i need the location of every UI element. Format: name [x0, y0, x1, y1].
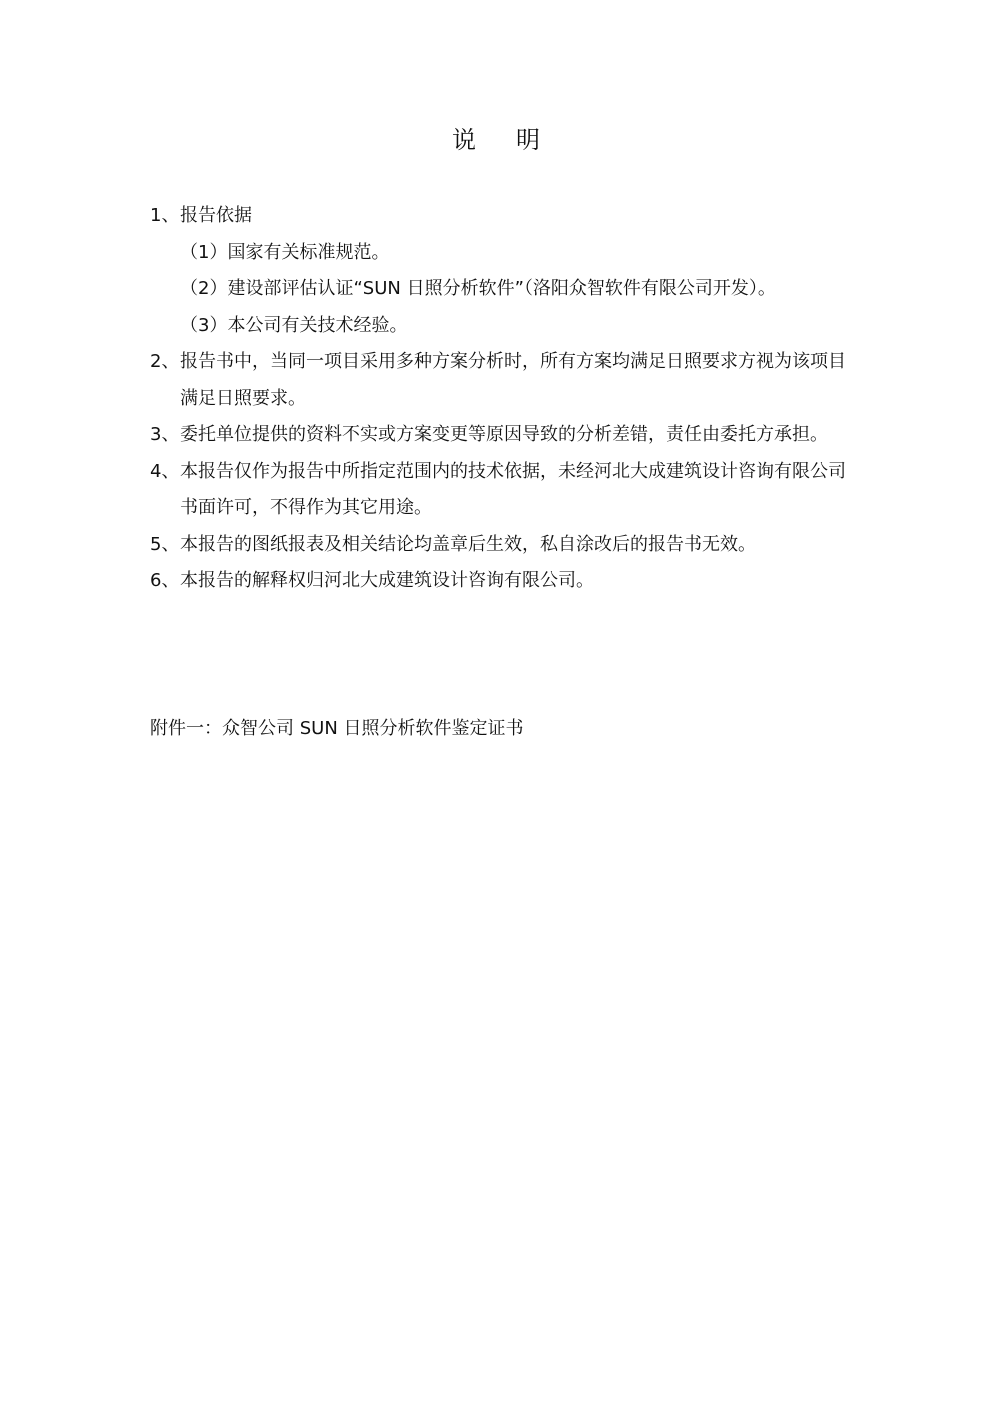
note-text: 报告书中，当同一项目采用多种方案分析时，所有方案均满足日照要求方视为该项目满足日照要求。: [180, 351, 846, 409]
note-item-5: [150, 527, 850, 564]
note-number: 2、: [150, 351, 180, 372]
note-item-4: [150, 454, 850, 527]
note-subitem-3: （3）本公司有关技术经验。: [180, 314, 408, 336]
note-subitem-2: （2）建设部评估认证“SUN 日照分析软件”（洛阳众智软件有限公司开发）。: [180, 278, 776, 299]
notes-list: [150, 198, 850, 600]
page-title-part1: 说: [452, 126, 476, 154]
note-item-1: [150, 198, 850, 235]
note-item-6: [150, 563, 850, 600]
note-subitem-1: （1）国家有关标准规范。: [180, 241, 390, 263]
annex-line: 附件一：众智公司 SUN 日照分析软件鉴定证书: [150, 718, 524, 739]
note-number: 1、: [150, 205, 180, 226]
note-item-3: [150, 417, 850, 454]
note-text: 报告依据: [180, 205, 252, 226]
note-text: 本报告的图纸报表及相关结论均盖章后生效，私自涂改后的报告书无效。: [180, 533, 756, 555]
note-text: 本报告的解释权归河北大成建筑设计咨询有限公司。: [180, 570, 594, 591]
note-number: 6、: [150, 570, 180, 591]
page-title-part2: 明: [516, 126, 540, 154]
note-number: 3、: [150, 424, 180, 445]
note-number: 4、: [150, 460, 180, 482]
note-text: 本报告仅作为报告中所指定范围内的技术依据，未经河北大成建筑设计咨询有限公司书面许可，不得作为其它用途。: [180, 460, 846, 518]
note-item-2: [150, 344, 850, 417]
note-number: 5、: [150, 533, 180, 555]
note-text: 委托单位提供的资料不实或方案变更等原因导致的分析差错，责任由委托方承担。: [180, 424, 828, 445]
page-title: [0, 122, 992, 158]
